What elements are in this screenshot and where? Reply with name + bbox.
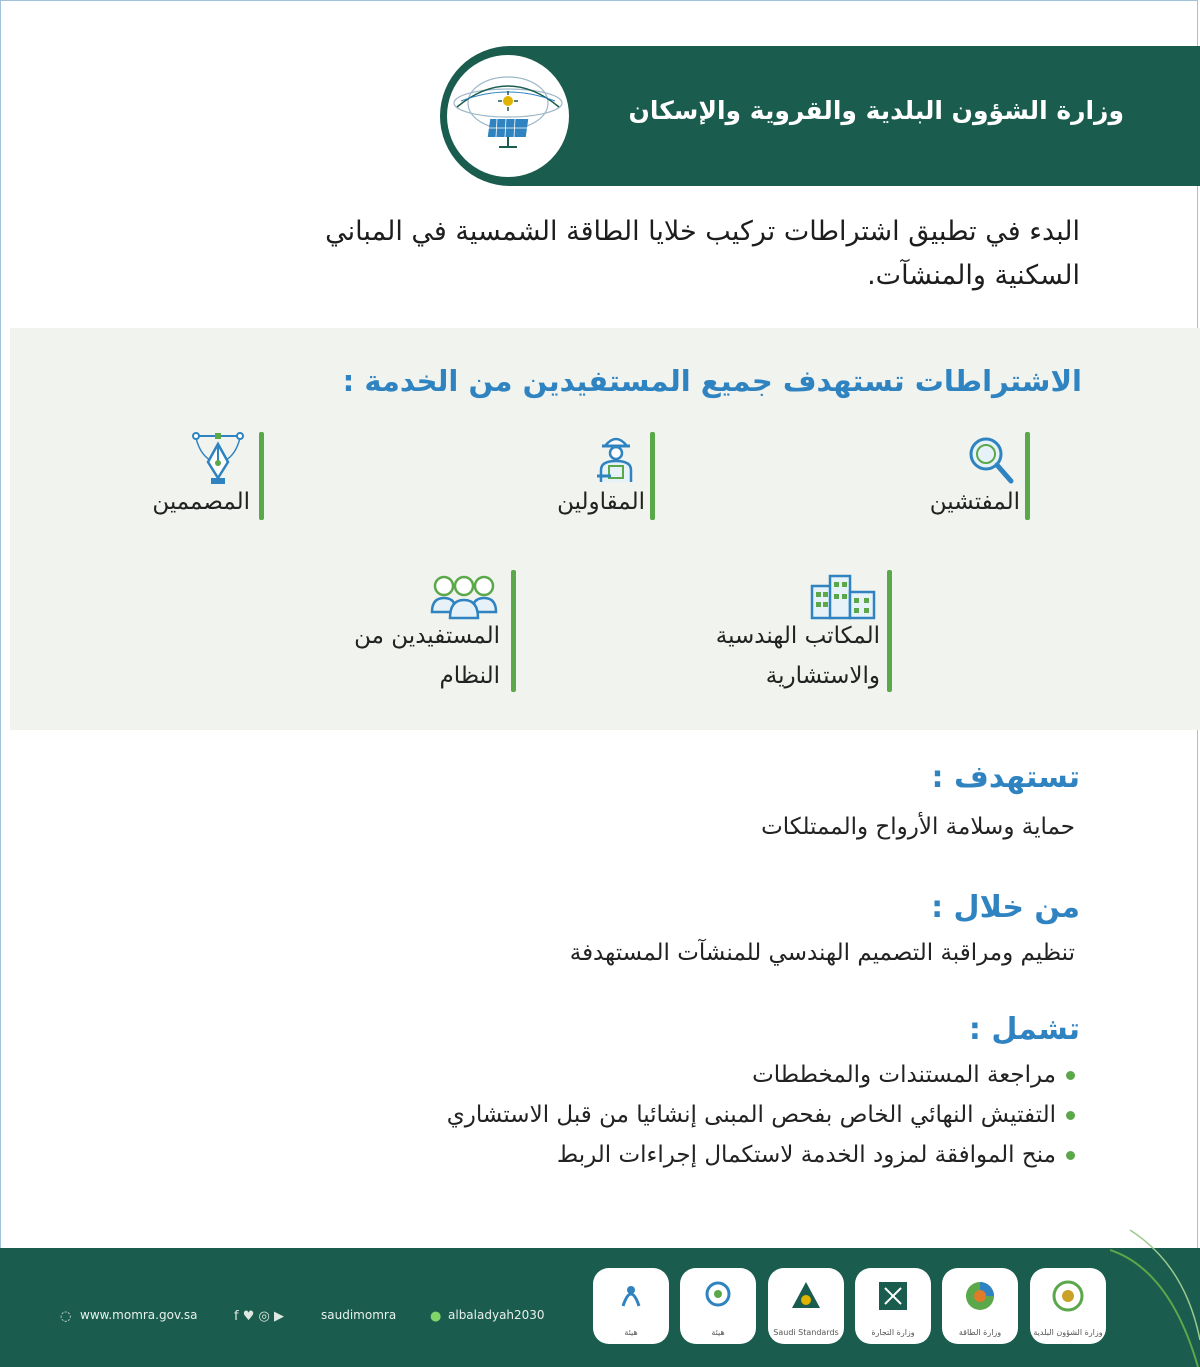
authority-logo-icon <box>700 1278 736 1314</box>
magnifier-icon <box>966 434 1016 486</box>
intro-text <box>200 210 1080 298</box>
list-item <box>557 1142 1075 1168</box>
partner-badge <box>593 1268 669 1344</box>
bullet-icon <box>1066 1151 1075 1160</box>
bullet-text: التفتيش النهائي الخاص بفحص المبنى إنشائيا من قبل الاستشاري <box>446 1102 1056 1128</box>
momra-logo-icon <box>1050 1278 1086 1314</box>
app-handle[interactable]: albaladyah2030 <box>448 1308 545 1322</box>
partner-badge <box>855 1268 931 1344</box>
website-link[interactable]: www.momra.gov.sa <box>80 1308 198 1322</box>
partner-name: هيئة <box>624 1328 638 1337</box>
partner-name: Saudi Standards <box>773 1328 839 1337</box>
partner-name: وزارة التجارة <box>871 1328 915 1337</box>
intro-line-2: السكنية والمنشآت. <box>867 260 1080 291</box>
target-engineering-offices <box>640 570 900 694</box>
bullet-text: مراجعة المستندات والمخططات <box>752 1062 1056 1088</box>
target-label: المقاولين <box>557 489 645 515</box>
commerce-ministry-logo-icon <box>875 1278 911 1314</box>
includes-heading: تشمل : <box>968 1012 1080 1047</box>
partner-name: وزارة الشؤون البلدية <box>1033 1328 1103 1337</box>
people-group-icon <box>428 572 500 620</box>
app-icon: ● <box>430 1309 442 1324</box>
targets-title: الاشتراطات تستهدف جميع المستفيدين من الخدمة : <box>342 364 1082 398</box>
pen-tool-icon <box>190 432 246 486</box>
solar-logo-icon <box>447 55 569 177</box>
item-bar <box>259 432 264 520</box>
goal-text: حماية وسلامة الأرواح والممتلكات <box>761 814 1075 840</box>
partner-logo-icon <box>613 1278 649 1314</box>
through-text: تنظيم ومراقبة التصميم الهندسي للمنشآت المستهدفة <box>569 940 1075 966</box>
through-heading: من خلال : <box>931 890 1080 925</box>
partner-badge <box>768 1268 844 1344</box>
target-label-line-1: المستفيدين من <box>354 623 500 649</box>
social-handle[interactable]: saudimomra <box>321 1308 397 1322</box>
wifi-icon: ◌ <box>60 1309 72 1324</box>
energy-ministry-logo-icon <box>962 1278 998 1314</box>
target-label-line-2: النظام <box>439 663 500 689</box>
intro-line-1: البدء في تطبيق اشتراطات تركيب خلايا الطاقة الشمسية في المباني <box>325 216 1080 247</box>
item-bar <box>1025 432 1030 520</box>
target-inspectors <box>880 432 1040 522</box>
buildings-icon <box>808 572 878 620</box>
list-item <box>752 1062 1075 1088</box>
list-item <box>447 1102 1075 1128</box>
target-designers <box>110 432 270 522</box>
bullet-icon <box>1066 1071 1075 1080</box>
bullet-text: منح الموافقة لمزود الخدمة لاستكمال إجراءات الربط <box>556 1142 1056 1168</box>
partner-badge <box>1030 1268 1106 1344</box>
target-system-beneficiaries <box>290 570 530 694</box>
partner-name: وزارة الطاقة <box>958 1328 1002 1337</box>
target-label-line-1: المكاتب الهندسية <box>715 623 880 649</box>
ministry-title: وزارة الشؤون البلدية والقروية والإسكان <box>628 96 1124 125</box>
item-bar <box>511 570 516 692</box>
saso-logo-icon <box>788 1278 824 1314</box>
partner-badge <box>680 1268 756 1344</box>
bullet-icon <box>1066 1111 1075 1120</box>
partner-badge <box>942 1268 1018 1344</box>
goal-heading: تستهدف : <box>931 760 1080 795</box>
target-label-line-2: والاستشارية <box>765 663 880 689</box>
target-contractors <box>505 432 665 522</box>
item-bar <box>650 432 655 520</box>
target-label: المصممين <box>152 489 250 515</box>
partner-name: هيئة <box>711 1328 725 1337</box>
social-icons: f ♥ ◎ ▶ <box>234 1309 284 1324</box>
item-bar <box>887 570 892 692</box>
footer-swoosh-icon <box>1110 1170 1200 1367</box>
worker-icon <box>593 432 639 484</box>
target-label: المفتشين <box>929 489 1020 515</box>
